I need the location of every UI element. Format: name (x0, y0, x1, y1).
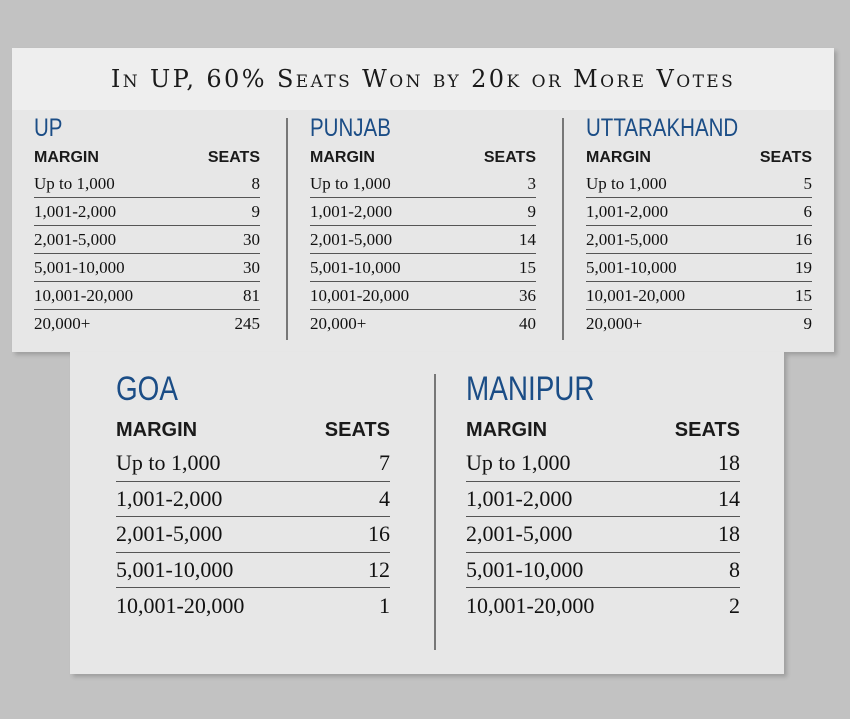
seats-cell: 18 (718, 450, 740, 476)
table-row (34, 254, 260, 282)
margin-header: MARGIN (310, 149, 375, 166)
table-punjab (310, 114, 536, 338)
state-name: MANIPUR (466, 370, 595, 408)
table-row (34, 282, 260, 310)
table-goa (116, 370, 390, 624)
seats-cell: 3 (527, 173, 536, 193)
margin-cell: Up to 1,000 (310, 173, 391, 193)
table-header (116, 414, 390, 446)
table-row (466, 588, 740, 624)
seats-cell: 4 (379, 485, 390, 511)
table-row (466, 482, 740, 518)
seats-header: SEATS (324, 418, 390, 441)
table-row (116, 482, 390, 518)
table-row (116, 446, 390, 482)
table-header (310, 146, 536, 170)
seats-cell: 245 (234, 314, 260, 333)
margin-cell: 20,000+ (34, 314, 91, 333)
margin-cell: 2,001-5,000 (34, 229, 117, 249)
seats-cell: 81 (243, 285, 260, 305)
margin-header: MARGIN (586, 149, 651, 166)
margin-cell: 1,001-2,000 (116, 485, 223, 511)
margin-cell: 2,001-5,000 (466, 521, 573, 547)
table-row (310, 254, 536, 282)
table-row (586, 170, 812, 198)
seats-cell: 15 (795, 285, 812, 305)
table-row (586, 310, 812, 338)
margin-cell: 10,001-20,000 (34, 285, 134, 305)
column-divider (434, 374, 436, 650)
table-header (34, 146, 260, 170)
margin-cell: 10,001-20,000 (466, 592, 595, 618)
top-panel (12, 48, 834, 352)
seats-cell: 36 (519, 285, 536, 305)
seats-cell: 5 (803, 173, 812, 193)
state-name: UTTARAKHAND (586, 114, 739, 142)
margin-header: MARGIN (116, 418, 198, 441)
seats-cell: 15 (519, 257, 536, 277)
table-body (466, 446, 740, 624)
table-header (466, 414, 740, 446)
column-divider (286, 118, 288, 340)
margin-header: MARGIN (466, 418, 548, 441)
seats-cell: 16 (795, 229, 812, 249)
seats-header: SEATS (674, 418, 740, 441)
margin-cell: 10,001-20,000 (586, 285, 686, 305)
seats-cell: 14 (519, 229, 536, 249)
table-row (310, 198, 536, 226)
table-body (586, 170, 812, 338)
margin-cell: 1,001-2,000 (466, 485, 573, 511)
seats-cell: 6 (803, 201, 812, 221)
table-row (116, 588, 390, 624)
margin-cell: 5,001-10,000 (116, 556, 234, 582)
seats-cell: 9 (251, 201, 260, 221)
table-manipur (466, 370, 740, 624)
table-row (34, 170, 260, 198)
table-row (466, 553, 740, 589)
seats-header: SEATS (759, 149, 812, 166)
seats-cell: 14 (718, 485, 740, 511)
table-row (34, 198, 260, 226)
seats-cell: 7 (379, 450, 390, 476)
seats-header: SEATS (207, 149, 260, 166)
seats-cell: 40 (519, 314, 536, 333)
table-row (34, 226, 260, 254)
table-row (34, 310, 260, 338)
margin-cell: 1,001-2,000 (586, 201, 669, 221)
state-name: GOA (116, 370, 178, 408)
table-row (310, 170, 536, 198)
seats-cell: 1 (379, 592, 390, 618)
seats-cell: 8 (729, 556, 740, 582)
seats-cell: 12 (368, 556, 390, 582)
table-row (116, 553, 390, 589)
margin-cell: 5,001-10,000 (466, 556, 584, 582)
infographic-title: In UP, 60% Seats Won by 20k or More Votes (12, 48, 834, 110)
column-divider (562, 118, 564, 340)
bottom-panel (70, 352, 784, 674)
table-up (34, 114, 260, 338)
margin-cell: 2,001-5,000 (116, 521, 223, 547)
margin-cell: Up to 1,000 (586, 173, 667, 193)
margin-header: MARGIN (34, 149, 99, 166)
table-row (466, 446, 740, 482)
margin-cell: 5,001-10,000 (34, 257, 125, 277)
seats-cell: 30 (243, 257, 260, 277)
table-row (310, 282, 536, 310)
table-row (116, 517, 390, 553)
table-row (586, 226, 812, 254)
table-body (34, 170, 260, 338)
margin-cell: 5,001-10,000 (586, 257, 677, 277)
seats-cell: 19 (795, 257, 812, 277)
table-header (586, 146, 812, 170)
table-row (586, 282, 812, 310)
margin-cell: 5,001-10,000 (310, 257, 401, 277)
state-name: UP (34, 114, 63, 142)
seats-cell: 9 (527, 201, 536, 221)
table-row (310, 310, 536, 338)
table-row (310, 226, 536, 254)
table-body (116, 446, 390, 624)
margin-cell: 1,001-2,000 (310, 201, 393, 221)
margin-cell: 10,001-20,000 (116, 592, 245, 618)
seats-cell: 18 (718, 521, 740, 547)
seats-cell: 30 (243, 229, 260, 249)
state-name: PUNJAB (310, 114, 391, 142)
margin-cell: Up to 1,000 (34, 173, 115, 193)
seats-cell: 2 (729, 592, 740, 618)
seats-cell: 8 (251, 173, 260, 193)
margin-cell: 2,001-5,000 (310, 229, 393, 249)
seats-header: SEATS (483, 149, 536, 166)
margin-cell: 10,001-20,000 (310, 285, 410, 305)
margin-cell: Up to 1,000 (116, 450, 221, 476)
margin-cell: 1,001-2,000 (34, 201, 117, 221)
table-row (586, 254, 812, 282)
seats-cell: 16 (368, 521, 390, 547)
margin-cell: 20,000+ (586, 314, 643, 333)
seats-cell: 9 (803, 314, 812, 333)
table-uttarakhand (586, 114, 812, 338)
table-row (586, 198, 812, 226)
table-row (466, 517, 740, 553)
margin-cell: 2,001-5,000 (586, 229, 669, 249)
table-body (310, 170, 536, 338)
margin-cell: 20,000+ (310, 314, 367, 333)
margin-cell: Up to 1,000 (466, 450, 571, 476)
